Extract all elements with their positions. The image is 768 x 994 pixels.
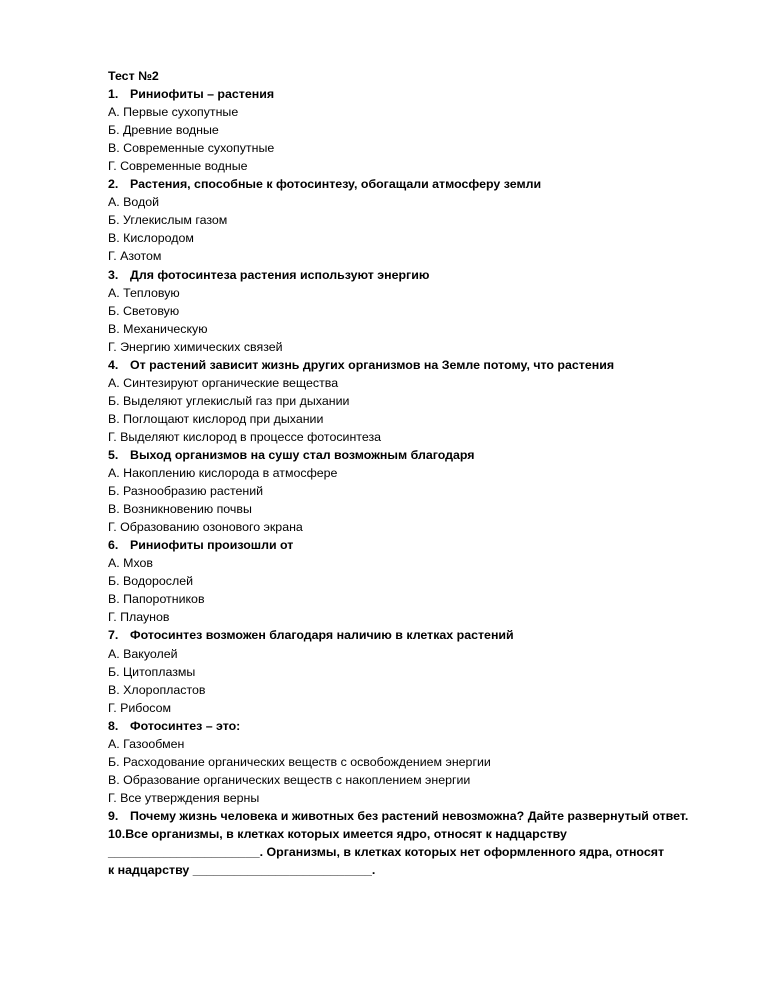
question-number: 8. — [108, 718, 119, 733]
answer-option: А. Накоплению кислорода в атмосфере — [108, 466, 338, 481]
answer-option: Б. Расходование органических веществ с освобождением энергии — [108, 754, 491, 769]
answer-option: Б. Разнообразию растений — [108, 484, 264, 499]
answer-option: В. Современные сухопутные — [108, 141, 275, 156]
answer-option: Г. Образованию озонового экрана — [108, 520, 303, 535]
question-text: Для фотосинтеза растения используют энергию — [130, 267, 430, 282]
answer-option: В. Механическую — [108, 321, 208, 336]
answer-option: Б. Световую — [108, 303, 180, 318]
answer-option: Г. Рибосом — [108, 700, 171, 715]
question-list — [108, 85, 708, 807]
question-text: Риниофиты произошли от — [130, 538, 294, 553]
question-text: Фотосинтез – это: — [130, 718, 241, 733]
question-1 — [108, 85, 708, 103]
question-number: 1. — [108, 87, 119, 102]
question-number: 2. — [108, 177, 119, 192]
question-7 — [108, 626, 708, 644]
question-text: Растения, способные к фотосинтезу, обогащали атмосферу земли — [130, 177, 542, 192]
question-number: 6. — [108, 538, 119, 553]
question-3 — [108, 266, 708, 284]
question-number: 7. — [108, 628, 119, 643]
question-10-line-1 — [108, 825, 708, 843]
answer-option: А. Синтезируют органические вещества — [108, 375, 339, 390]
answer-option: А. Вакуолей — [108, 646, 178, 661]
question-6 — [108, 536, 708, 554]
question-number: 4. — [108, 357, 119, 372]
answer-option: Б. Углекислым газом — [108, 213, 228, 228]
answer-option: Г. Выделяют кислород в процессе фотосинтеза — [108, 429, 382, 444]
question-number: 3. — [108, 267, 119, 282]
answer-option: В. Хлоропластов — [108, 682, 206, 697]
answer-option: А. Первые сухопутные — [108, 105, 239, 120]
question-text: Риниофиты – растения — [130, 87, 275, 102]
answer-option: А. Тепловую — [108, 285, 180, 300]
document-body — [108, 67, 708, 879]
answer-option: В. Поглощают кислород при дыхании — [108, 411, 324, 426]
answer-option: А. Газообмен — [108, 736, 185, 751]
answer-option: Г. Все утверждения верны — [108, 790, 260, 805]
question-8 — [108, 717, 708, 735]
answer-option: В. Папоротников — [108, 592, 205, 607]
answer-option: Г. Плаунов — [108, 610, 170, 625]
question-text: Выход организмов на сушу стал возможным благодаря — [130, 447, 475, 462]
question-number: 5. — [108, 447, 119, 462]
question-text: Фотосинтез возможен благодаря наличию в клетках растений — [130, 628, 514, 643]
answer-option: Г. Энергию химических связей — [108, 339, 283, 354]
answer-option: Б. Древние водные — [108, 123, 219, 138]
answer-option: В. Образование органических веществ с накоплением энергии — [108, 772, 471, 787]
answer-option: В. Возникновению почвы — [108, 502, 252, 517]
question-text: Почему жизнь человека и животных без растений невозможна? Дайте развернутый ответ. — [130, 808, 689, 823]
question-number: 10. — [108, 826, 126, 841]
question-2 — [108, 175, 708, 193]
question-9 — [108, 807, 708, 825]
answer-option: Г. Современные водные — [108, 159, 248, 174]
answer-option: А. Мхов — [108, 556, 154, 571]
question-4 — [108, 356, 708, 374]
answer-option: Б. Водорослей — [108, 574, 194, 589]
question-number: 9. — [108, 808, 119, 823]
question-text: От растений зависит жизнь других организмов на Земле потому, что растения — [130, 357, 615, 372]
question-text: Все организмы, в клетках которых имеется ядро, относят к надцарству — [125, 826, 567, 841]
answer-option: Б. Цитоплазмы — [108, 664, 196, 679]
answer-option: В. Кислородом — [108, 231, 194, 246]
test-title: Тест №2 — [108, 69, 159, 83]
question-10-line-3: к надцарству __________________________. — [108, 863, 376, 878]
answer-option: Б. Выделяют углекислый газ при дыхании — [108, 393, 350, 408]
question-5 — [108, 446, 708, 464]
answer-option: Г. Азотом — [108, 249, 162, 264]
question-10-line-2: ______________________. Организмы, в клетках которых нет оформленного ядра, относят — [108, 845, 665, 860]
answer-option: А. Водой — [108, 195, 160, 210]
